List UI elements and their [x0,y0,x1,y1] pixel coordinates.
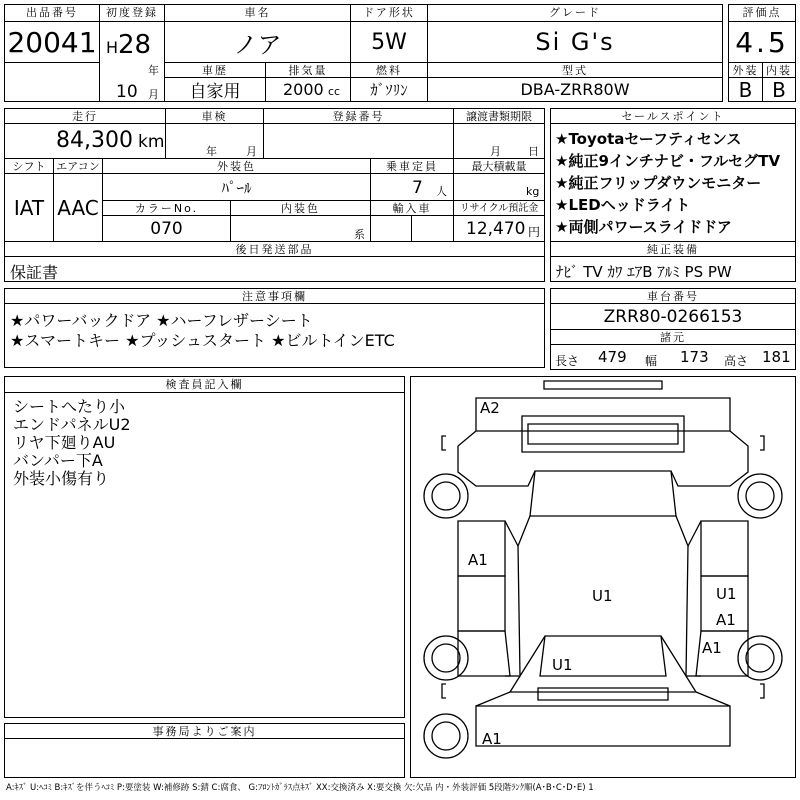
sales-points-label: セールスポイント [550,108,796,124]
transfer-deadline-label: 譲渡書類期限 [453,108,545,124]
type-label: 型式 [427,62,723,78]
equipment-label: 純正装備 [550,241,796,257]
diagram-mark-left-door: A1 [468,551,488,569]
mileage: 84,300 [56,128,133,153]
inspector-box [4,392,405,718]
diagram-mark-right-rear: A1 [716,611,736,629]
front-lip-shape [544,381,662,389]
model-name-label: 車名 [164,4,351,22]
dims-box [550,344,796,370]
sales-points-box [550,123,796,242]
max-load-unit: kg [526,185,540,198]
chassis-label: 車台番号 [550,288,796,304]
diagram-mark-roof: U1 [592,587,613,605]
width-label: 幅 [645,354,658,368]
inspector-line: リヤ下廻りAU [13,433,116,452]
front-bumper-shape [476,398,730,431]
max-load-label: 最大積載量 [453,158,545,174]
reg-year: 28 [118,30,152,60]
later-parts: 保証書 [10,263,59,282]
score-label: 評価点 [728,4,796,22]
car-diagram [410,376,796,778]
grade-label: グレード [427,4,723,22]
transfer-day-unit: 日 [528,145,539,158]
model-type: DBA-ZRR80W [427,77,723,102]
color-number: 070 [102,215,231,242]
displacement: 2000 [283,80,324,99]
equipment: ﾅﾋﾞ TV ｶﾜ ｴｱB ｱﾙﾐ PS PW [556,263,732,281]
inspector-line: エンドパネルU2 [13,415,131,434]
diagram-mark-right-quarter: A1 [702,639,722,657]
interior-grade-label: 内装 [762,62,796,78]
door-type: 5W [350,21,428,63]
ac: AAC [53,173,103,242]
displacement-unit: cc [328,85,341,98]
sales-point: ★純正フリップダウンモニター [555,174,762,192]
capacity-unit: 人 [436,185,447,198]
office-label: 事務局よりご案内 [4,723,405,739]
dims-label: 諸元 [550,329,796,345]
import-label: 輸入車 [370,200,454,216]
history: 自家用 [164,77,266,102]
diagram-mark-front: A2 [480,399,500,417]
note-line: ★パワーバックドア ★ハーフレザーシート [10,311,313,330]
height: 181 [762,348,791,366]
interior-color-unit: 系 [354,228,365,241]
inspector-line: 外装小傷有り [13,469,110,488]
reg-month-unit: 月 [148,88,159,101]
recycle-amount: 12,470 [466,219,526,239]
exterior-grade: B [728,77,763,102]
inspection-year-unit: 年 [206,145,217,158]
inspector-label: 検査員記入欄 [4,376,405,393]
import-box-1 [370,215,412,242]
height-label: 高さ [724,354,749,368]
model-name: ノア [164,21,351,63]
inspector-line: バンパー下A [13,451,103,470]
exterior-color: ﾊﾟｰﾙ [102,173,371,201]
shift-label: シフト [4,158,54,174]
sales-point: ★両側パワースライドドア [555,218,732,236]
interior-color-box [230,215,371,242]
era: H [106,38,119,57]
reg-month: 10 [116,82,138,102]
sales-point: ★純正9インチナビ・フルセグTV [555,152,781,170]
plate-label: 登録番号 [263,108,454,124]
later-parts-box [4,256,545,282]
fuel: ｶﾞｿﾘﾝ [350,77,428,102]
exterior-color-label: 外装色 [102,158,371,174]
width: 173 [680,348,709,366]
capacity-label: 乗車定員 [370,158,454,174]
shift: IAT [4,173,54,242]
door-label: ドア形状 [350,4,428,22]
notes-label: 注意事項欄 [4,288,545,304]
legend: A:ｷｽﾞ U:ﾍｺﾐ B:ｷｽﾞを伴うﾍｺﾐ P:要塗装 W:補修跡 S:錆 C:腐食、 G:ﾌﾛﾝﾄｶﾞﾗｽ点ｷｽﾞ XX:交換済み X:要交換 欠:欠品 内・外装評価 5段階ﾗﾝｸ順(A･B･C･D･E) 1 [6,783,594,793]
diagram-mark-rear-bumper: A1 [482,730,502,748]
front-hood-shape [458,431,748,486]
chassis-number: ZRR80-0266153 [550,303,796,330]
interior-color-label: 内装色 [230,200,371,216]
reg-year-unit: 年 [148,64,159,77]
mileage-unit: km [138,132,165,152]
exterior-grade-label: 外装 [728,62,763,78]
history-label: 車歴 [164,62,266,78]
first-registration-label: 初度登録 [99,4,165,22]
lot-blank [4,62,100,102]
plate-box [263,123,454,159]
diagram-mark-rear-deck: U1 [552,656,573,674]
recycle-label: リサイクル預託金 [453,200,545,216]
color-number-label: カラーNo. [102,200,231,216]
recycle-unit: 円 [528,225,541,239]
diagram-mark-right-door: U1 [716,585,737,603]
rear-bumper-shape [476,706,730,746]
inspection-month-unit: 月 [246,145,257,158]
sales-point: ★Toyotaセーフティセンス [555,130,742,148]
inspection-label: 車検 [165,108,264,124]
displacement-label: 排気量 [265,62,351,78]
transfer-month-unit: 月 [490,145,501,158]
lot-number: 20041 [4,21,100,63]
fuel-label: 燃料 [350,62,428,78]
ac-label: エアコン [53,158,103,174]
length: 479 [598,348,627,366]
sales-point: ★LEDヘッドライト [555,196,691,214]
note-line: ★スマートキー ★プッシュスタート ★ビルトインETC [10,331,395,350]
length-label: 長さ [555,354,580,368]
lot-number-label: 出品番号 [4,4,100,22]
inspector-line: シートへたり小 [13,397,126,416]
capacity: 7 [412,178,423,198]
score: 4.5 [728,21,796,63]
office-box [4,738,405,778]
later-parts-label: 後日発送部品 [4,241,545,257]
mileage-label: 走行 [4,108,166,124]
import-box-2 [411,215,454,242]
interior-grade: B [762,77,796,102]
grade: Si G's [427,21,723,63]
